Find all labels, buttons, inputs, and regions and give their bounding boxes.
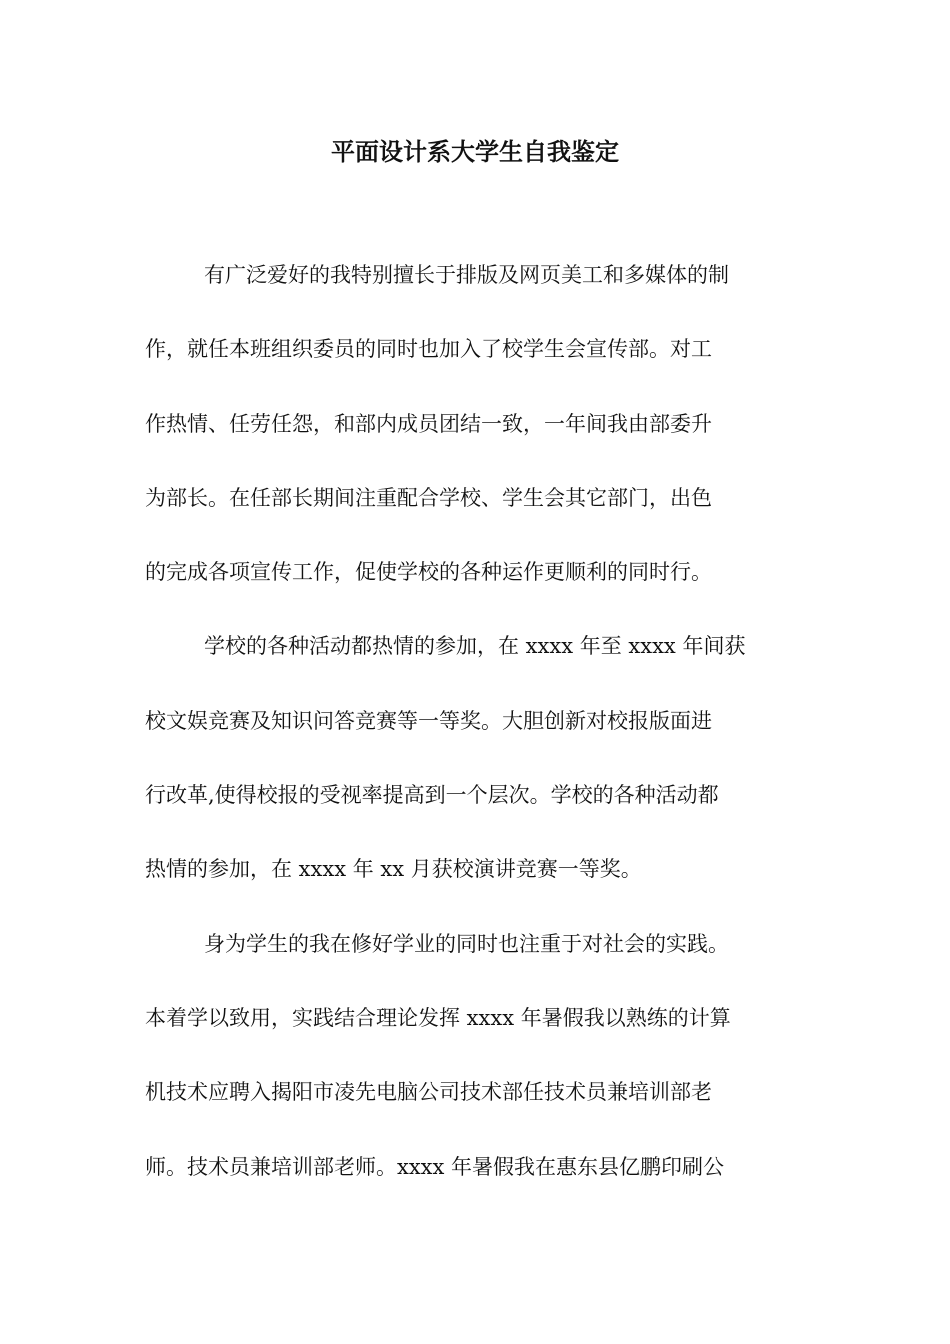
document-body	[145, 257, 825, 1223]
paragraph-2-line-4: 热情的参加，在 xxxx 年 xx 月获校演讲竞赛一等奖。	[145, 857, 642, 882]
paragraph-2-line-2: 校文娱竞赛及知识问答竞赛等一等奖。大胆创新对校报版面进	[145, 708, 712, 733]
paragraph-3-line-3: 机技术应聘入揭阳市凌先电脑公司技术部任技术员兼培训部老	[145, 1080, 712, 1105]
paragraph-3-line-2: 本着学以致用，实践结合理论发挥 xxxx 年暑假我以熟练的计算	[145, 1005, 731, 1030]
paragraph-3-line-1: 身为学生的我在修好学业的同时也注重于对社会的实践。	[204, 931, 729, 956]
paragraph-1-line-2: 作，就任本班组织委员的同时也加入了校学生会宣传部。对工	[145, 337, 712, 362]
paragraph-1-line-5: 的完成各项宣传工作，促使学校的各种运作更顺利的同时行。	[145, 560, 712, 585]
paragraph-2-line-1: 学校的各种活动都热情的参加，在 xxxx 年至 xxxx 年间获	[204, 634, 746, 659]
paragraph-1-line-1: 有广泛爱好的我特别擅长于排版及网页美工和多媒体的制	[204, 263, 729, 287]
paragraph-1-line-3: 作热情、任劳任怨，和部内成员团结一致，一年间我由部委升	[145, 411, 712, 436]
paragraph-3-line-4: 师。技术员兼培训部老师。xxxx 年暑假我在惠东县亿鹏印刷公	[145, 1154, 725, 1179]
document-title: 平面设计系大学生自我鉴定	[331, 138, 619, 166]
paragraph-2-line-3: 行改革,使得校报的受视率提高到一个层次。学校的各种活动都	[145, 783, 719, 808]
paragraph-1-line-4: 为部长。在任部长期间注重配合学校、学生会其它部门，出色	[145, 485, 712, 510]
